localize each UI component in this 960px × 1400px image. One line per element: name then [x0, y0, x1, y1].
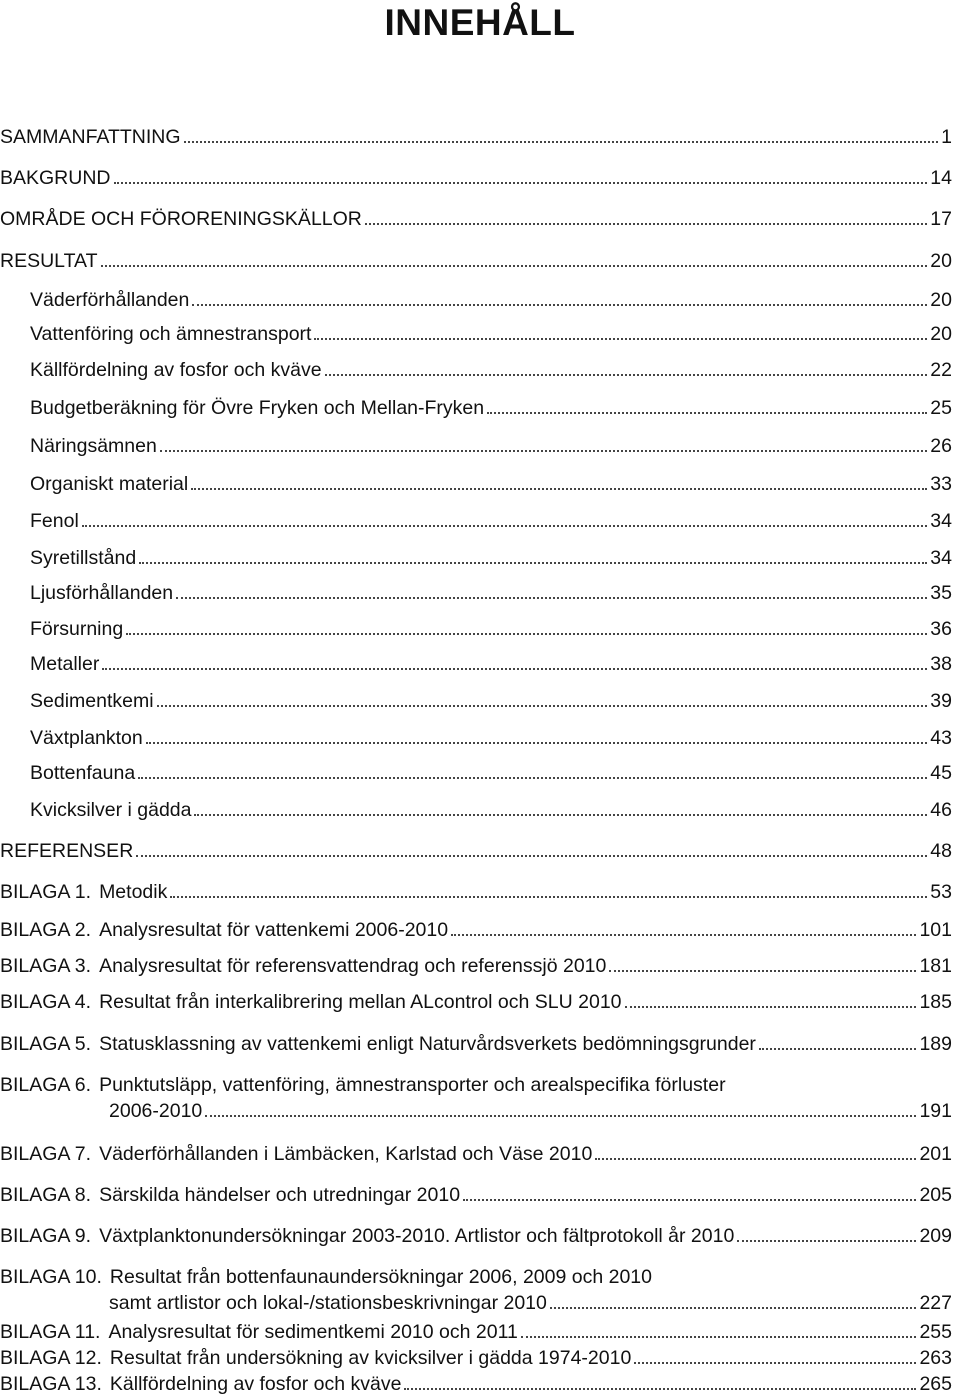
toc-leader [194, 809, 927, 816]
toc-subentry[interactable] [0, 616, 952, 642]
toc-appendix-entry[interactable] [0, 1182, 952, 1208]
toc-page-number: 185 [919, 991, 952, 1013]
toc-subentry[interactable] [0, 797, 952, 823]
toc-appendix-entry[interactable] [0, 1264, 952, 1316]
toc-page-number: 35 [930, 582, 952, 604]
toc-leader [550, 1302, 917, 1309]
toc-entry-title: Budgetberäkning för Övre Fryken och Mellan-Fryken [30, 397, 485, 419]
toc-page-number: 189 [919, 1033, 952, 1055]
toc-leader [192, 299, 927, 306]
toc-appendix-entry[interactable] [0, 953, 952, 979]
appendix-title: Resultat från bottenfaunaundersökningar 2006, 2009 och 2010 [109, 1266, 652, 1288]
toc-appendix-entry[interactable] [0, 1072, 952, 1124]
appendix-title: Resultat från interkalibrering mellan ALcontrol och SLU 2010 [99, 991, 622, 1013]
toc-leader [595, 1153, 916, 1160]
toc-leader [184, 136, 939, 143]
appendix-code: BILAGA 13. [0, 1373, 102, 1395]
toc-subentry[interactable] [0, 651, 952, 677]
appendix-code: BILAGA 1. [0, 881, 92, 903]
appendix-code: BILAGA 9. [0, 1225, 92, 1247]
toc-entry-title: SAMMANFATTNING [0, 126, 181, 148]
toc-entry-title: Organiskt material [30, 473, 189, 495]
toc-leader [759, 1043, 917, 1050]
appendix-title: Väderförhållanden i Lämbäcken, Karlstad och Väse 2010 [99, 1143, 593, 1165]
toc-leader [487, 407, 927, 414]
appendix-title: Analysresultat för referensvattendrag och referenssjö 2010 [99, 955, 607, 977]
appendix-code: BILAGA 4. [0, 991, 92, 1013]
toc-page-number: 39 [930, 690, 952, 712]
toc-leader [625, 1001, 917, 1008]
toc-page-number: 20 [930, 250, 952, 272]
toc-page-number: 48 [930, 840, 952, 862]
toc-page-number: 1 [941, 126, 952, 148]
toc-subentry[interactable] [0, 580, 952, 606]
toc-page-number: 45 [930, 762, 952, 784]
toc-entry-title: Väderförhållanden [30, 289, 190, 311]
toc-entry-title: Metaller [30, 653, 100, 675]
toc-leader [176, 592, 927, 599]
toc-leader [634, 1357, 916, 1364]
appendix-title: Resultat från undersökning av kvicksilver i gädda 1974-2010 [109, 1347, 632, 1369]
appendix-title: Särskilda händelser och utredningar 2010 [99, 1184, 461, 1206]
toc-entry-title: Växtplankton [30, 727, 143, 749]
toc-leader [160, 445, 927, 452]
toc-subentry[interactable] [0, 395, 952, 421]
toc-entry-sammanfattning[interactable] [0, 124, 952, 150]
appendix-title-continued: samt artlistor och lokal-/stationsbeskrivningar 2010 [109, 1292, 547, 1314]
toc-leader [365, 218, 927, 225]
toc-entry-title: OMRÅDE OCH FÖRORENINGSKÄLLOR [0, 208, 362, 230]
appendix-title: Punktutsläpp, vattenföring, ämnestransporter och arealspecifika förluster [99, 1074, 726, 1096]
toc-leader [521, 1331, 917, 1338]
toc-page-number: 43 [930, 727, 952, 749]
toc-entry-referenser[interactable] [0, 838, 952, 864]
toc-subentry[interactable] [0, 688, 952, 714]
toc-page-number: 17 [930, 208, 952, 230]
toc-appendix-entry[interactable] [0, 1371, 952, 1397]
toc-page-number: 33 [930, 473, 952, 495]
toc-subentry[interactable] [0, 545, 952, 571]
toc-leader [157, 700, 928, 707]
appendix-code: BILAGA 8. [0, 1184, 92, 1206]
toc-entry-title: Näringsämnen [30, 435, 157, 457]
appendix-code: BILAGA 11. [0, 1321, 101, 1343]
toc-entry-title: RESULTAT [0, 250, 98, 272]
toc-leader [82, 520, 928, 527]
toc-entry-title: REFERENSER [0, 840, 134, 862]
toc-subentry[interactable] [0, 725, 952, 751]
toc-leader [737, 1235, 916, 1242]
appendix-title-continued: 2006-2010 [109, 1100, 203, 1122]
toc-leader [463, 1194, 916, 1201]
toc-leader [126, 628, 927, 635]
toc-leader [136, 850, 927, 857]
toc-page-number: 227 [919, 1292, 952, 1314]
toc-entry-title: Källfördelning av fosfor och kväve [30, 359, 322, 381]
toc-subentry[interactable] [0, 357, 952, 383]
toc-leader [139, 557, 927, 564]
appendix-code: BILAGA 7. [0, 1143, 92, 1165]
appendix-code: BILAGA 5. [0, 1033, 92, 1055]
toc-appendix-entry[interactable] [0, 917, 952, 943]
toc-entry-title: BAKGRUND [0, 167, 111, 189]
appendix-title: Statusklassning av vattenkemi enligt Naturvårdsverkets bedömningsgrunder [99, 1033, 756, 1055]
appendix-code: BILAGA 12. [0, 1347, 102, 1369]
toc-page-number: 14 [930, 167, 952, 189]
toc-entry-title: Bottenfauna [30, 762, 136, 784]
toc-page-number: 191 [919, 1100, 952, 1122]
page-title: INNEHÅLL [384, 2, 576, 43]
toc-leader [205, 1110, 916, 1117]
toc-page-number: 181 [919, 955, 952, 977]
appendix-title: Metodik [99, 881, 168, 903]
appendix-code: BILAGA 2. [0, 919, 92, 941]
toc-entry-resultat[interactable] [0, 248, 952, 274]
toc-subentry[interactable] [0, 471, 952, 497]
toc-entry-title: Fenol [30, 510, 79, 532]
toc-leader [451, 929, 916, 936]
toc-page-number: 53 [930, 881, 952, 903]
toc-page-number: 38 [930, 653, 952, 675]
toc-leader [170, 891, 927, 898]
appendix-title: Analysresultat för sedimentkemi 2010 och 2011 [108, 1321, 518, 1343]
toc-leader [101, 260, 928, 267]
toc-page-number: 22 [930, 359, 952, 381]
toc-page-number: 101 [919, 919, 952, 941]
appendix-code: BILAGA 10. [0, 1266, 102, 1288]
toc-page-number: 20 [930, 289, 952, 311]
toc-page-number: 255 [919, 1321, 952, 1343]
toc-page-number: 205 [919, 1184, 952, 1206]
toc-leader [102, 663, 927, 670]
toc-leader [609, 965, 916, 972]
toc-page-number: 34 [930, 510, 952, 532]
toc-leader [138, 772, 927, 779]
toc-appendix-entry[interactable] [0, 1319, 952, 1345]
appendix-title: Analysresultat för vattenkemi 2006-2010 [99, 919, 449, 941]
toc-appendix-entry[interactable] [0, 1141, 952, 1167]
appendix-code: BILAGA 3. [0, 955, 92, 977]
toc-leader [404, 1383, 916, 1390]
toc-appendix-entry[interactable] [0, 1031, 952, 1057]
toc-page-number: 20 [930, 323, 952, 345]
toc-leader [314, 333, 927, 340]
toc-entry-title: Försurning [30, 618, 124, 640]
toc-entry-title: Syretillstånd [30, 547, 137, 569]
toc-entry-omrade[interactable] [0, 206, 952, 232]
toc-page-number: 46 [930, 799, 952, 821]
toc-page-number: 34 [930, 547, 952, 569]
toc-subentry[interactable] [0, 433, 952, 459]
toc-appendix-entry[interactable] [0, 879, 952, 905]
toc-appendix-entry[interactable] [0, 1345, 952, 1371]
toc-leader [325, 369, 928, 376]
toc-entry-title: Kvicksilver i gädda [30, 799, 192, 821]
appendix-title: Källfördelning av fosfor och kväve [109, 1373, 402, 1395]
toc-entry-title: Ljusförhållanden [30, 582, 174, 604]
toc-appendix-entry[interactable] [0, 989, 952, 1015]
toc-page-number: 209 [919, 1225, 952, 1247]
toc-page-number: 26 [930, 435, 952, 457]
toc-page-number: 263 [919, 1347, 952, 1369]
toc-page-number: 25 [930, 397, 952, 419]
toc-page-number: 36 [930, 618, 952, 640]
toc-subentry[interactable] [0, 287, 952, 313]
toc-page-number: 265 [919, 1373, 952, 1395]
toc-entry-bakgrund[interactable] [0, 165, 952, 191]
toc-appendix-entry[interactable] [0, 1223, 952, 1249]
toc-page-number: 201 [919, 1143, 952, 1165]
toc-leader [191, 483, 927, 490]
toc-subentry[interactable] [0, 321, 952, 347]
appendix-code: BILAGA 6. [0, 1074, 92, 1096]
appendix-title: Växtplanktonundersökningar 2003-2010. Artlistor och fältprotokoll år 2010 [99, 1225, 735, 1247]
toc-subentry[interactable] [0, 508, 952, 534]
toc-entry-title: Vattenföring och ämnestransport [30, 323, 312, 345]
toc-leader [146, 737, 928, 744]
toc-subentry[interactable] [0, 760, 952, 786]
toc-leader [114, 177, 928, 184]
toc-entry-title: Sedimentkemi [30, 690, 154, 712]
